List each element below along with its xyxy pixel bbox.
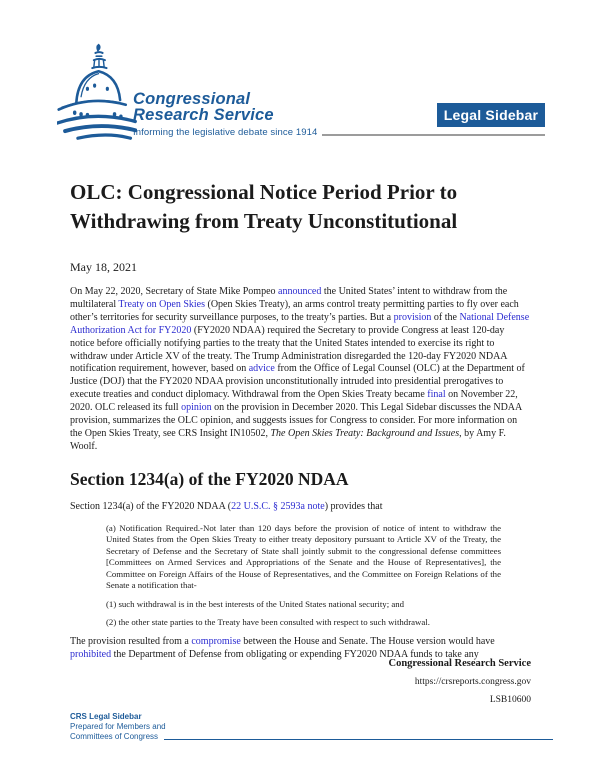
inline-link[interactable]: final — [427, 389, 446, 401]
document-date: May 18, 2021 — [70, 260, 137, 274]
crs-wordmark-line2: Research Service — [133, 106, 274, 124]
statute-blockquote — [106, 523, 501, 629]
legal-sidebar-badge: Legal Sidebar — [437, 103, 545, 127]
document-body — [70, 170, 531, 662]
statute-item-2: (2) the other state parties to the Treaty have been consulted with respect to such withdrawal. — [106, 617, 430, 628]
section-heading: Section 1234(a) of the FY2020 NDAA — [70, 468, 349, 489]
section-intro-paragraph: Section 1234(a) of the FY2020 NDAA (22 U.S.C. § 2593a note) provides that — [70, 500, 383, 512]
inline-link[interactable]: advice — [248, 363, 275, 375]
footer-divider-line — [164, 739, 553, 740]
footer-prepared-line1: Prepared for Members and — [70, 722, 166, 731]
crs-tagline-row — [133, 127, 545, 138]
footer-prepared-row — [70, 732, 553, 742]
italic-text: The Open Skies Treaty: Background and Issues — [270, 427, 460, 439]
inline-link[interactable]: provision — [393, 311, 432, 323]
footer-org-name: Congressional Research Service — [388, 658, 531, 669]
closing-paragraph: The provision resulted from a compromise between the House and Senate. The House version would have prohibited the Department of Defense from obligating or expending FY2020 NDAA funds to take any — [70, 635, 495, 660]
inline-link[interactable]: Treaty on Open Skies — [118, 298, 205, 310]
footer-url: https://crsreports.congress.gov — [414, 677, 531, 687]
footer-doc-id: LSB10600 — [489, 695, 531, 705]
inline-link[interactable]: opinion — [181, 402, 212, 414]
statute-item-1: (1) such withdrawal is in the best interests of the United States national security; and — [106, 598, 405, 609]
page-title: OLC: Congressional Notice Period Prior to Withdrawing from Treaty Unconstitutional — [70, 180, 458, 233]
inline-link[interactable]: National Defense Authorization Act for FY2020 — [70, 311, 530, 336]
crs-tagline: Informing the legislative debate since 1914 — [133, 127, 318, 138]
footer-right — [388, 655, 531, 709]
footer-left — [70, 712, 553, 742]
footer-product-name: CRS Legal Sidebar — [70, 712, 142, 721]
header-divider-line — [322, 134, 545, 136]
inline-link[interactable]: prohibited — [70, 648, 112, 660]
crs-wordmark-line1: Congressional — [133, 90, 251, 108]
inline-link[interactable]: announced — [278, 286, 322, 297]
capitol-dome-icon — [57, 41, 137, 143]
inline-link[interactable]: 22 U.S.C. § 2593a note — [231, 500, 325, 512]
footer-prepared-line2: Committees of Congress — [70, 732, 159, 741]
statute-para-a: (a) Notification Required.-Not later than 120 days before the provision of notice of intent to withdraw the United States from the Open Skies Treaty to either treaty depository pursuant to Article XV of the Treaty, the Secretary of Defense and the Secretary of State shall jointly submit to the congressional defense committees [Committees on Armed Services and Appropriations of the Senate and the House of Representatives], the Committee on Foreign Affairs of the House of Representatives, and the Committee on Foreign Relations of the Senate a notification that- — [106, 522, 501, 591]
intro-paragraph: On May 22, 2020, Secretary of State Mike Pompeo announced the United States’ intent to withdraw from the multilateral Treaty on Open Skies (Open Skies Treaty), an arms control treaty permitting parties to fly over each other’s territories for security surveillance purposes, to the treaty’s parties. But a provision of the National Defense Authorization Act for FY2020 (FY2020 NDAA) required the Secretary to provide Congress at least 120-day notice before officially notifying parties to the treaty that the United States intended to exercise its right to withdraw under Article XV of the treaty. The Trump Administration disregarded the 120-day FY2020 NDAA notification requirement, however, based on advice from the Office of Legal Counsel (OLC) at the Department of Justice (DOJ) that the FY2020 NDAA provision unconstitutionally intruded into presidential prerogatives to execute treaties and conduct diplomacy. Withdrawal from the Open Skies Treaty became final on November 22, 2020. OLC released its full opinion on the provision in December 2020. This Legal Sidebar discusses the NDAA provision, summarizes the OLC opinion, and suggests issues for Congress to consider. For more information on the Open Skies Treaty, see CRS Insight IN10502, The Open Skies Treaty: Background and Issues, by Amy F. Woolf. — [70, 286, 530, 452]
inline-link[interactable]: compromise — [191, 635, 241, 647]
